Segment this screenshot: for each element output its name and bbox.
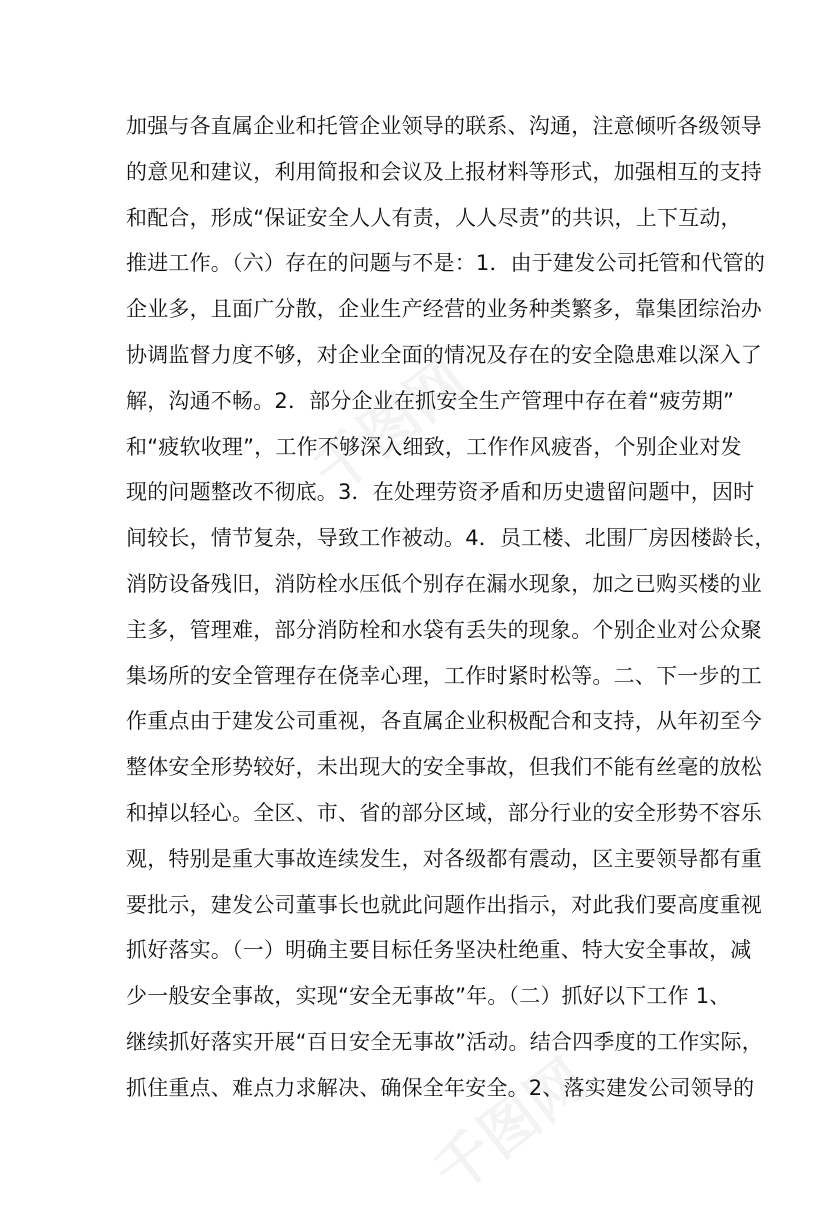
text-line: 企业多，且面广分散，企业生产经营的业务种类繁多，靠集团综治办	[126, 297, 762, 322]
text-line: 现的问题整改不彻底。3．在处理劳资矛盾和历史遗留问题中，因时	[126, 480, 755, 505]
text-line: 协调监督力度不够，对企业全面的情况及存在的安全隐患难以深入了	[126, 342, 762, 367]
text-line: 消防设备残旧，消防栓水压低个别存在漏水现象，加之已购买楼的业	[126, 571, 762, 596]
text-line: 间较长，情节复杂，导致工作被动。4．员工楼、北围厂房因楼龄长，	[126, 526, 776, 551]
text-line: 作重点由于建发公司重视，各直属企业积极配合和支持，从年初至今	[126, 709, 762, 734]
text-line: 和“疲软收理”，工作不够深入细致，工作作风疲沓，个别企业对发	[126, 434, 742, 459]
text-line: 少一般安全事故，实现“安全无事故”年。（二）抓好以下工作 1、	[126, 984, 731, 1009]
text-line: 加强与各直属企业和托管企业领导的联系、沟通，注意倾听各级领导	[126, 114, 762, 138]
text-line: 的意见和建议，利用简报和会议及上报材料等形式，加强相互的支持	[126, 159, 762, 184]
watermark-logo: 千图网	[420, 1045, 600, 1207]
text-line: 整体安全形势较好，未出现大的安全事故，但我们不能有丝毫的放松	[126, 755, 762, 780]
text-line: 和配合，形成“保证安全人人有责，人人尽责”的共识，上下互动，	[126, 205, 742, 230]
text-line: 解，沟通不畅。2．部分企业在抓安全生产管理中存在着“疲劳期”	[126, 388, 735, 413]
watermark-logo: 千图网	[300, 345, 480, 507]
text-line: 抓住重点、难点力求解决、确保全年安全。2、落实建发公司领导的	[126, 1075, 755, 1100]
text-line: 继续抓好落实开展“百日安全无事故”活动。结合四季度的工作实际，	[126, 1029, 763, 1054]
text-line: 观，特别是重大事故连续发生，对各级都有震动，区主要领导都有重	[126, 846, 762, 871]
text-line: 推进工作。（六）存在的问题与不是：1．由于建发公司托管和代管的	[126, 251, 766, 276]
text-line: 抓好落实。（一）明确主要目标任务坚决杜绝重、特大安全事故，减	[126, 938, 752, 963]
text-line: 集场所的安全管理存在侥幸心理，工作时紧时松等。二、下一步的工	[126, 663, 762, 688]
text-line: 和掉以轻心。全区、市、省的部分区域，部分行业的安全形势不容乐	[126, 800, 762, 825]
body-text	[126, 104, 776, 1112]
text-line: 主多，管理难，部分消防栓和水袋有丢失的现象。个别企业对公众聚	[126, 617, 762, 642]
text-line: 要批示，建发公司董事长也就此问题作出指示，对此我们要高度重视	[126, 892, 762, 917]
